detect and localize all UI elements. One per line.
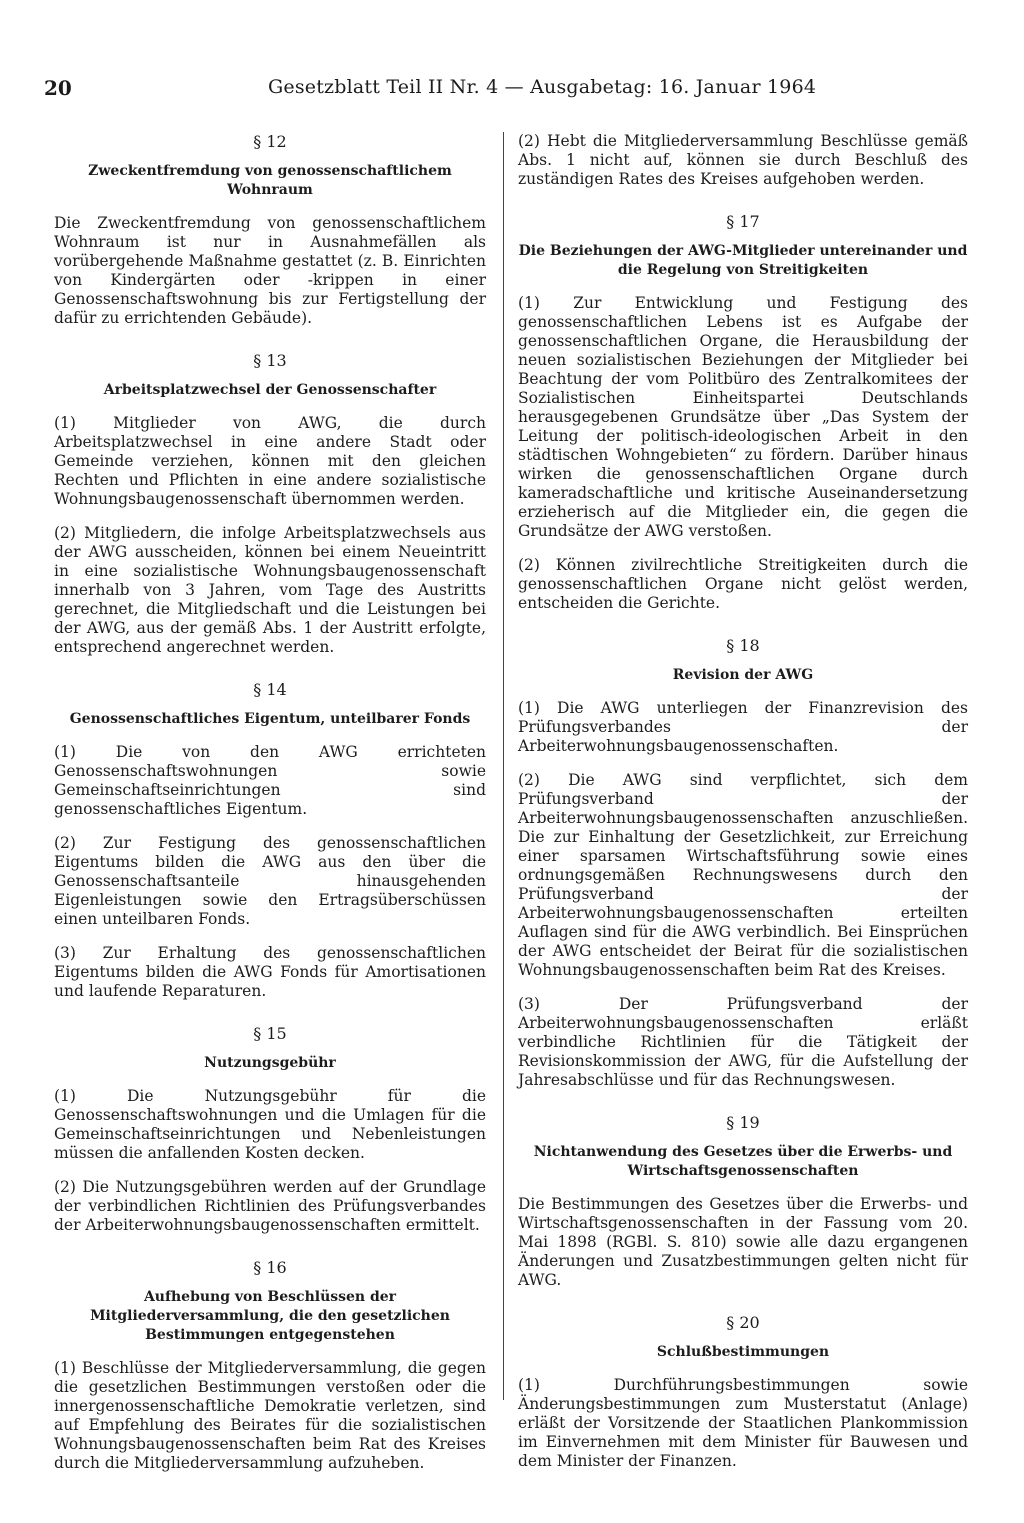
section-title: Schlußbestimmungen	[656, 1344, 830, 1360]
paragraph: (1) Die Nutzungsgebühr für die Genossenschaftswohnungen und die Umlagen für die Gemeinschaftseinrichtungen und Nebenleistungen müssen die anfallenden Kosten decken.	[54, 1087, 486, 1162]
section-gap	[54, 1488, 486, 1496]
paragraph: Die Zweckentfremdung von genossenschaftlichem Wohnraum ist nur in Ausnahmefällen als vorübergehende Maßnahme gestattet (z. B. Einrichten von Kindergärten oder -krippen in einer Genossenschaftswohnung bis zur Fertigstellung der dafür zu errichtenden Gebäude).	[54, 214, 486, 327]
paragraph: (2) Zur Festigung des genossenschaftlichen Eigentums bilden die AWG aus den über die Genossenschaftsanteile hinausgehenden Eigenleistungen sowie den Ertragsüberschüssen einen unteilbaren Fonds.	[54, 834, 486, 928]
section	[518, 1113, 968, 1290]
paragraph: Die Bestimmungen des Gesetzes über die Erwerbs- und Wirtschaftsgenossenschaften in der Fassung vom 20. Mai 1898 (RGBl. S. 810) sowie alle dazu ergangenen Änderungen und Zusatzbestimmungen gelten nicht für AWG.	[518, 1195, 968, 1289]
section-title: Aufhebung von Beschlüssen der Mitgliederversammlung, die den gesetzlichen Bestimmungen entgegenstehen	[90, 1289, 450, 1343]
paragraph: (1) Die von den AWG errichteten Genossenschaftswohnungen sowie Gemeinschaftseinrichtungen sind genossenschaftliches Eigentum.	[54, 743, 486, 818]
section-title: Arbeitsplatzwechsel der Genossenschafter	[103, 382, 437, 398]
paragraph: (1) Beschlüsse der Mitgliederversammlung, die gegen die gesetzlichen Bestimmungen verstoßen oder die innergenossenschaftliche Demokratie verletzen, sind auf Empfehlung des Beirates für die sozialistischen Wohnungsbaugenossenschaften beim Rat des Kreises durch die Mitgliederversammlung aufzuheben.	[54, 1359, 486, 1472]
page-number: 20	[44, 76, 72, 100]
section	[54, 351, 486, 657]
section-title: Die Beziehungen der AWG-Mitglieder untereinander und die Regelung von Streitigkeiten	[518, 243, 968, 278]
section	[54, 1024, 486, 1235]
section-number: § 12	[253, 132, 287, 151]
section-title: Genossenschaftliches Eigentum, unteilbarer Fonds	[69, 711, 471, 727]
paragraph: (1) Zur Entwicklung und Festigung des genossenschaftlichen Lebens ist es Aufgabe der genossenschaftlichen Organe, die Herausbildung der neuen sozialistischen Beziehungen der Mitglieder bei Beachtung der vom Politbüro des Zentralkomitees der Sozialistischen Einheitspartei Deutschlands herausgegebenen Grundsätze über „Das System der Leitung der politisch-ideologischen Arbeit in den städtischen Wohngebieten“ zu fördern. Darüber hinaus wirken die genossenschaftlichen Organe durch kameradschaftliche und kritische Auseinandersetzung erzieherisch auf die Mitglieder ein, die gegen die Grundsätze der AWG verstoßen.	[518, 294, 968, 540]
section-gap	[518, 204, 968, 212]
section-title: Zweckentfremdung von genossenschaftlichem Wohnraum	[88, 163, 452, 198]
section-number: § 13	[253, 351, 287, 370]
section-title: Nutzungsgebühr	[204, 1055, 336, 1071]
section	[518, 636, 968, 1090]
section-number: § 20	[726, 1313, 760, 1332]
left-column	[54, 132, 486, 1496]
section-gap	[518, 628, 968, 636]
section-number: § 19	[726, 1113, 760, 1132]
paragraph: (1) Durchführungsbestimmungen sowie Änderungsbestimmungen zum Musterstatut (Anlage) erläßt der Vorsitzende der Staatlichen Plankommission im Einvernehmen mit dem Minister für Bauwesen und dem Minister der Finanzen.	[518, 1376, 968, 1470]
section	[518, 1313, 968, 1471]
page-header	[44, 70, 974, 110]
section-number: § 14	[253, 680, 287, 699]
paragraph: (1) Die AWG unterliegen der Finanzrevision des Prüfungsverbandes der Arbeiterwohnungsbaugenossenschaften.	[518, 699, 968, 755]
section-number: § 18	[726, 636, 760, 655]
section-gap	[518, 1305, 968, 1313]
paragraph: (2) Die AWG sind verpflichtet, sich dem Prüfungsverband der Arbeiterwohnungsbaugenossenschaften anzuschließen. Die zur Einhaltung der Gesetzlichkeit, zur Erreichung einer sparsamen Wirtschaftsführung sowie eines ordnungsgemäßen Rechnungswesens durch den Prüfungsverband der Arbeiterwohnungsbaugenossenschaften erteilten Auflagen sind für die AWG verbindlich. Bei Einsprüchen der AWG entscheidet der Beirat für die sozialistischen Wohnungsbaugenossenschaften beim Rat des Kreises.	[518, 771, 968, 979]
section-gap	[518, 1486, 968, 1494]
section-number: § 15	[253, 1024, 287, 1043]
paragraph: (1) Mitglieder von AWG, die durch Arbeitsplatzwechsel in eine andere Stadt oder Gemeinde verziehen, können mit den gleichen Rechten und Pflichten in eine andere sozialistische Wohnungsbaugenossenschaft übernommen werden.	[54, 414, 486, 508]
section	[518, 132, 968, 189]
section	[54, 1258, 486, 1473]
column-divider	[503, 132, 504, 1400]
section	[54, 680, 486, 1001]
section-title: Nichtanwendung des Gesetzes über die Erwerbs- und Wirtschaftsgenossenschaften	[533, 1144, 953, 1179]
paragraph: (2) Können zivilrechtliche Streitigkeiten durch die genossenschaftlichen Organe nicht gelöst werden, entscheiden die Gerichte.	[518, 556, 968, 612]
section-number: § 16	[253, 1258, 287, 1277]
paragraph: (3) Zur Erhaltung des genossenschaftlichen Eigentums bilden die AWG Fonds für Amortisationen und laufende Reparaturen.	[54, 944, 486, 1000]
section-gap	[54, 672, 486, 680]
right-column	[518, 132, 968, 1494]
section-gap	[54, 1250, 486, 1258]
paragraph: (2) Die Nutzungsgebühren werden auf der Grundlage der verbindlichen Richtlinien des Prüfungsverbandes der Arbeiterwohnungsbaugenossenschaften ermittelt.	[54, 1178, 486, 1234]
section-gap	[54, 1016, 486, 1024]
section-gap	[518, 1105, 968, 1113]
header-title: Gesetzblatt Teil II Nr. 4 — Ausgabetag: 16. Januar 1964	[268, 76, 817, 98]
section	[518, 212, 968, 613]
section	[54, 132, 486, 328]
paragraph: (2) Hebt die Mitgliederversammlung Beschlüsse gemäß Abs. 1 nicht auf, können sie durch Beschluß des zuständigen Rates des Kreises aufgehoben werden.	[518, 132, 968, 188]
section-number: § 17	[726, 212, 760, 231]
section-gap	[54, 343, 486, 351]
paragraph: (3) Der Prüfungsverband der Arbeiterwohnungsbaugenossenschaften erläßt verbindliche Richtlinien für die Tätigkeit der Revisionskommission der AWG, für die Aufstellung der Jahresabschlüsse und für das Rechnungswesen.	[518, 995, 968, 1089]
paragraph: (2) Mitgliedern, die infolge Arbeitsplatzwechsels aus der AWG ausscheiden, können bei einem Neueintritt in eine sozialistische Wohnungsbaugenossenschaft innerhalb von 3 Jahren, vom Tage des Austritts gerechnet, die Mitgliedschaft und die Leistungen bei der AWG, aus der gemäß Abs. 1 der Austritt erfolgte, entsprechend angerechnet werden.	[54, 524, 486, 656]
section-title: Revision der AWG	[672, 667, 814, 683]
